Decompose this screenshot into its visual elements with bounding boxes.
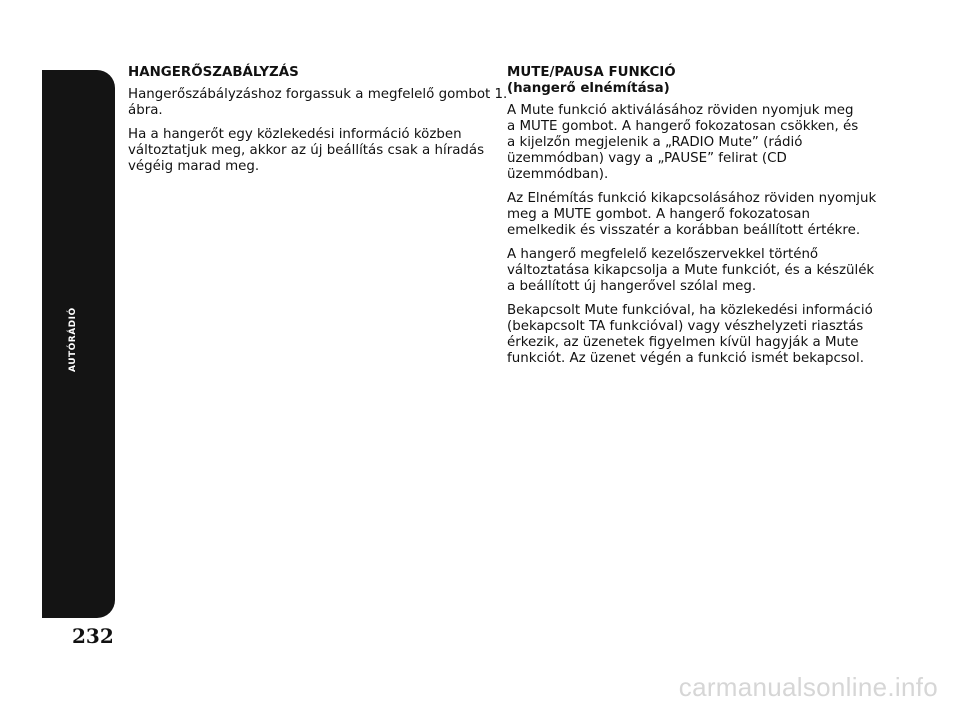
text-line: üzemmódban) vagy a „PAUSE” felirat (CD	[507, 151, 787, 166]
mute-heading	[507, 65, 857, 97]
heading-line: (hangerő elnémítása)	[507, 81, 670, 96]
right-paragraph-3	[507, 247, 875, 295]
text-line: emelkedik és visszatér a korábban beállított értékre.	[507, 223, 861, 238]
text-line: meg a MUTE gombot. A hangerő fokozatosan	[507, 207, 810, 222]
text-line: Bekapcsolt Mute funkcióval, ha közlekedési információ	[507, 303, 873, 318]
page-number: 232	[72, 624, 114, 648]
text-line: Hangerőszábályzáshoz forgassuk a megfelelő gombot 1.	[128, 87, 508, 102]
right-paragraph-1	[507, 103, 857, 183]
left-column	[128, 65, 508, 183]
text-line: Ha a hangerőt egy közlekedési információ közben	[128, 127, 462, 142]
volume-heading: HANGERŐSZABÁLYZÁS	[128, 65, 299, 80]
text-line: érkezik, az üzenetek figyelmen kívül hagyják a Mute	[507, 335, 859, 350]
text-line: funkciót. Az üzenet végén a funkció ismét bekapcsol.	[507, 351, 864, 366]
text-line: a kijelzőn megjelenik a „RADIO Mute” (rádió	[507, 135, 803, 150]
section-label: AUTÓRÁDIÓ	[68, 307, 78, 373]
text-line: végéig marad meg.	[128, 159, 260, 174]
left-paragraph-2	[128, 127, 483, 175]
text-line: A Mute funkció aktiválásához röviden nyomjuk meg	[507, 103, 854, 118]
text-line: Az Elnémítás funkció kikapcsolásához röviden nyomjuk	[507, 191, 877, 206]
watermark: carmanualsonline.info	[678, 672, 938, 702]
text-line: változtatjuk meg, akkor az új beállítás csak a híradás	[128, 143, 485, 158]
right-column	[507, 65, 877, 375]
right-paragraph-4	[507, 303, 873, 367]
text-line: a MUTE gombot. A hangerő fokozatosan csökken, és	[507, 119, 859, 134]
right-paragraph-2	[507, 191, 877, 239]
text-line: ábra.	[128, 103, 163, 118]
text-line: a beállított új hangerővel szólal meg.	[507, 279, 757, 294]
text-line: változtatása kikapcsolja a Mute funkciót, és a készülék	[507, 263, 875, 278]
left-paragraph-1	[128, 87, 508, 119]
heading-line: MUTE/PAUSA FUNKCIÓ	[507, 65, 676, 80]
text-line: üzemmódban).	[507, 167, 609, 182]
text-line: (bekapcsolt TA funkcióval) vagy vészhelyzeti riasztás	[507, 319, 864, 334]
text-line: A hangerő megfelelő kezelőszervekkel történő	[507, 247, 819, 262]
